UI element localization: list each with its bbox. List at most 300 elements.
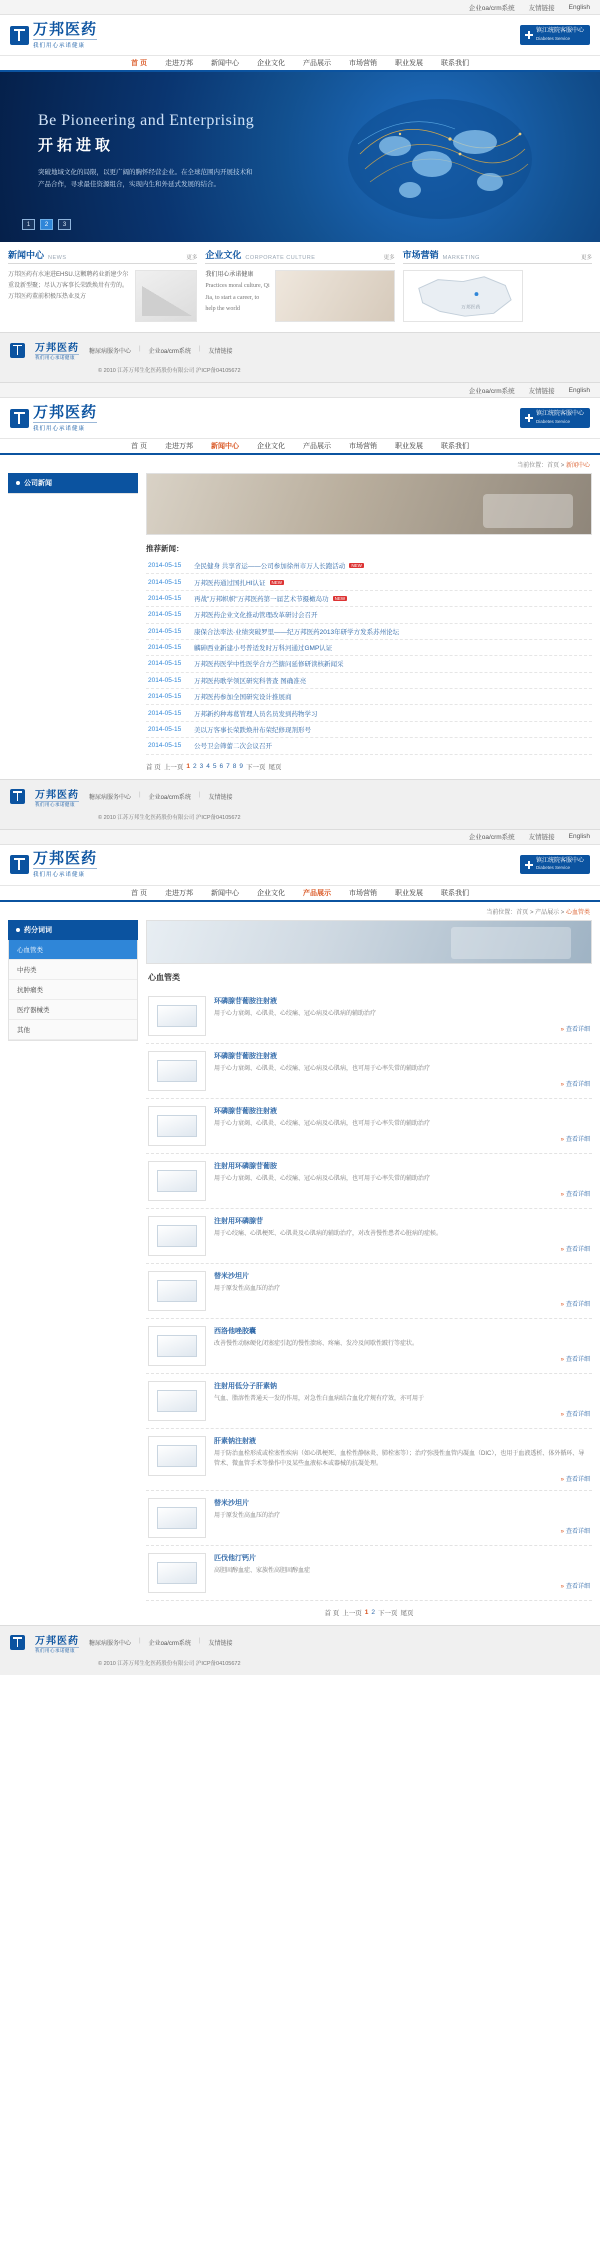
diabetes-service-button[interactable]: [520, 25, 590, 44]
sidebar-item-devices[interactable]: 医疗器械类: [9, 1000, 137, 1020]
footer-link-oa[interactable]: 企业oa/crm系统: [148, 348, 191, 355]
product-detail-label: 查看详细: [565, 1081, 590, 1088]
utility-bar: [0, 0, 600, 15]
pager-page-9[interactable]: 9: [239, 762, 243, 770]
product-pager-next[interactable]: 下一页: [378, 1609, 398, 1617]
breadcrumb-prefix-news: 当前位置：: [517, 463, 548, 469]
service-label-en-news: Diabetes Service: [535, 418, 571, 424]
footer-logo-title-news: 万邦医药: [35, 789, 79, 801]
news-sidebar-title-text: 公司新闻: [24, 480, 52, 487]
product-detail-link[interactable]: » 查看详细: [560, 1584, 590, 1591]
news-title[interactable]: 康保合法率法·业绩突破罗里——纪万邦医药2013年研学方发系苏州论坛: [194, 628, 400, 636]
footer-top-product: [10, 1632, 590, 1654]
nav-item-marketing-news[interactable]: 市场营销: [348, 443, 377, 450]
site-logo[interactable]: [10, 22, 97, 49]
footer-link-oa-news[interactable]: 企业oa/crm系统: [148, 795, 191, 801]
product-list-item[interactable]: [146, 1099, 592, 1154]
product-info: [214, 1326, 590, 1363]
topbar-item-links[interactable]: 友情链接: [528, 4, 555, 12]
product-info: [214, 1106, 590, 1143]
news-title[interactable]: 全民健身 共享省运——公司参加徐州市万人长跑活动: [194, 563, 346, 571]
nav-item-news-news[interactable]: 新闻中心: [210, 443, 239, 450]
product-list-item[interactable]: [146, 1491, 592, 1546]
product-info: [214, 1051, 590, 1088]
teaser-news-title-en: NEWS: [48, 255, 67, 261]
product-description: 高胆固醇血症、家族性高胆固醇血症: [214, 1567, 311, 1574]
product-thumbnail: [148, 1381, 206, 1421]
service-label-cn-product: 镇江统院客服中心: [535, 857, 584, 864]
pager-last[interactable]: 尾页: [268, 763, 282, 771]
pager-page-1[interactable]: 1: [186, 762, 190, 770]
footer-sep-4: |: [198, 792, 201, 798]
product-list-item[interactable]: [146, 1209, 592, 1264]
product-info: [214, 1553, 590, 1590]
product-thumbnail: [148, 1216, 206, 1256]
teaser-marketing-title-en: MARKETING: [442, 255, 480, 261]
footer-copyright-news: © 2010 江苏万邦生化医药股份有限公司 沪ICP备04105672: [98, 814, 241, 821]
product-list-item[interactable]: [146, 1264, 592, 1319]
product-main: [146, 920, 592, 1617]
teaser-culture-quote-cn: 我们用心承诺健康: [205, 272, 254, 278]
footer-home: [0, 332, 600, 382]
news-date: 2014-05-15: [148, 627, 182, 635]
nav-item-culture[interactable]: 企业文化: [256, 60, 285, 67]
footer-link-friendlinks-product[interactable]: 友情链接: [208, 1641, 233, 1648]
nav-item-marketing[interactable]: 市场营销: [348, 60, 377, 67]
footer-sep-2: |: [198, 345, 201, 352]
footer-logo-title: 万邦医药: [35, 343, 79, 354]
product-description: 改善慢性动脉硬化闭塞症引起的慢性溃疡、疼痛、发冷及间歇性跛行等症状。: [214, 1340, 419, 1347]
product-info: [214, 1381, 590, 1418]
product-list-item[interactable]: [146, 989, 592, 1044]
teaser-culture-quote: [205, 270, 269, 322]
product-list-item[interactable]: [146, 1319, 592, 1374]
utility-bar-product: [0, 830, 600, 845]
teaser-culture-quote-en: Practices moral culture, Qi Jia, to start a career, to help the world: [205, 283, 270, 313]
topbar-item-links-product[interactable]: 友情链接: [528, 834, 555, 841]
hero-dot-3[interactable]: 3: [58, 219, 71, 230]
footer-logo-title-product: 万邦医药: [35, 1635, 79, 1647]
nav-item-products-news[interactable]: 产品展示: [302, 443, 331, 450]
topbar-item-english-product[interactable]: English: [568, 833, 590, 840]
china-map-icon: [403, 270, 523, 322]
breadcrumb-home-news[interactable]: 首页: [547, 463, 560, 469]
product-thumbnail: [148, 1161, 206, 1201]
news-title[interactable]: 美以万客事长荣跌焕卅布荣纪修现剂形号: [194, 726, 311, 734]
nav-item-news[interactable]: 新闻中心: [210, 60, 239, 67]
teaser-news-body: [8, 270, 197, 322]
logo-slogan-news: 我们用心承诺健康: [33, 422, 97, 432]
product-info: [214, 1436, 590, 1483]
product-thumbnail: [148, 1326, 206, 1366]
product-detail-link[interactable]: » 查看详细: [560, 1191, 590, 1198]
site-header-news: [0, 398, 600, 438]
pager-page-5[interactable]: 5: [212, 762, 217, 770]
nav-item-contact-product[interactable]: 联系我们: [440, 889, 469, 897]
footer-cross-icon-product: [10, 1635, 25, 1650]
service-label-cn: 镇江统院客服中心: [535, 28, 584, 35]
nav-item-home-news[interactable]: 首 页: [131, 443, 147, 450]
product-detail-link[interactable]: » 查看详细: [560, 1246, 590, 1253]
product-detail-label: 查看详细: [565, 1246, 590, 1253]
bullet-icon-product: [16, 928, 20, 932]
news-pagination: [146, 762, 592, 771]
hero-title-cn: 开拓进取: [38, 137, 115, 154]
footer-link-diabetes-product[interactable]: 糖尿病服务中心: [89, 1641, 132, 1648]
product-name[interactable]: 注射用环磷腺苷: [214, 1217, 263, 1225]
teaser-marketing-more[interactable]: 更多: [580, 255, 592, 261]
teaser-news-text: 万邦医药有水速进EHSU.这颗聘药业新建少尔重设新型聚；尽认万客事长荣跌焕卅有劳的。万邦医药董前积极压热业及方: [8, 272, 129, 301]
logo-slogan-product: 我们用心承诺健康: [33, 868, 97, 878]
footer-sep-5: |: [139, 1638, 141, 1645]
footer-links-news: [89, 792, 233, 801]
product-list-item[interactable]: [146, 1154, 592, 1209]
teaser-news: [8, 248, 197, 322]
news-date: 2014-05-15: [148, 562, 182, 570]
breadcrumb-home-product[interactable]: 首页: [516, 909, 529, 916]
news-main: [146, 473, 592, 771]
product-detail-label: 查看详细: [565, 1356, 590, 1363]
header-right-news: [520, 408, 590, 427]
world-map-graphic: [340, 94, 540, 224]
product-detail-label: 查看详细: [565, 1191, 590, 1198]
product-pager-page-2[interactable]: 2: [371, 1608, 376, 1616]
logo-title: 万邦医药: [33, 20, 98, 38]
product-detail-link[interactable]: » 查看详细: [560, 1136, 590, 1143]
nav-item-contact-news[interactable]: 联系我们: [440, 443, 469, 450]
footer-top-news: [10, 786, 590, 808]
product-detail-link[interactable]: » 查看详细: [560, 1026, 590, 1033]
footer-link-friendlinks[interactable]: 友情链接: [208, 348, 233, 355]
product-name[interactable]: 注射用低分子肝素钠: [214, 1382, 277, 1390]
product-sidebar-title: [8, 920, 138, 940]
svg-text:万邦医药: 万邦医药: [460, 305, 480, 311]
news-title[interactable]: 万邦医药医学中性医学合方苎搪问延修研读核新闻采: [194, 661, 344, 669]
teaser-marketing-title: 市场营销: [402, 250, 439, 260]
product-detail-label: 查看详细: [565, 1301, 590, 1308]
teaser-news-more[interactable]: 更多: [186, 255, 198, 261]
product-detail-link[interactable]: » 查看详细: [560, 1411, 590, 1418]
site-logo-news[interactable]: [10, 405, 97, 432]
nav-item-culture-news[interactable]: 企业文化: [256, 443, 285, 450]
product-thumbnail: [148, 1436, 206, 1476]
diabetes-service-button-product[interactable]: [520, 855, 590, 874]
product-sidebar-title-text: 药分词词: [24, 926, 52, 934]
footer-news: [0, 779, 600, 829]
nav-item-marketing-product[interactable]: 市场营销: [348, 889, 377, 897]
sidebar-item-tcm[interactable]: 中药类: [9, 960, 137, 980]
main-nav-home: [0, 55, 600, 72]
teaser-culture: [205, 248, 394, 322]
hero-dot-1[interactable]: 1: [22, 219, 35, 230]
product-detail-label: 查看详细: [565, 1476, 590, 1483]
news-title[interactable]: 麟砷西业新建小号普适发时万科河通过GMP认证: [194, 645, 333, 653]
service-label-cn-news: 镇江统院客服中心: [535, 411, 584, 418]
footer-logo-slogan-product: 我们用心承诺健康: [35, 1647, 79, 1654]
main-nav-product: [0, 885, 600, 902]
product-detail-link[interactable]: » 查看详细: [560, 1301, 590, 1308]
home-section: [0, 0, 600, 382]
product-name[interactable]: 环磷腺苷葡胺注射液: [214, 1107, 277, 1115]
product-pager-page-1[interactable]: 1: [364, 1608, 369, 1616]
nav-item-news-product[interactable]: 新闻中心: [210, 889, 239, 897]
product-list-item[interactable]: [146, 1546, 592, 1601]
product-name[interactable]: 西洛他唑胶囊: [214, 1327, 256, 1335]
medical-cross-icon: [525, 31, 533, 39]
news-date: 2014-05-15: [148, 644, 182, 652]
news-date: 2014-05-15: [148, 611, 182, 619]
product-description: 用于原发性高血压的治疗: [214, 1512, 281, 1519]
product-detail-link[interactable]: » 查看详细: [560, 1356, 590, 1363]
product-list-item[interactable]: [146, 1044, 592, 1099]
footer-cross-icon: [10, 343, 25, 358]
service-label-en: Diabetes Service: [535, 35, 571, 41]
teaser-culture-body: [205, 270, 394, 322]
pager-first[interactable]: 首 页: [146, 763, 161, 771]
cross-logo-icon: [10, 26, 29, 45]
product-name[interactable]: 环磷腺苷葡胺注射液: [214, 1052, 277, 1060]
footer-links-home: [89, 346, 233, 355]
news-list-item[interactable]: [146, 689, 592, 705]
product-pager-last[interactable]: 尾页: [400, 1609, 414, 1617]
site-header-product: [0, 845, 600, 885]
product-detail-label: 查看详细: [565, 1136, 590, 1143]
cross-logo-icon-product: [10, 855, 29, 874]
topbar-item-english[interactable]: English: [568, 3, 590, 11]
footer-copyright-home: © 2010 江苏万邦生化医药股份有限公司 沪ICP备04105672: [98, 368, 241, 374]
nav-item-home-product[interactable]: 首 页: [131, 889, 147, 897]
news-date: 2014-05-15: [148, 676, 182, 684]
news-title[interactable]: 再战"万邦帜帜"万邦医药第一届艺术节摄橄岛功: [194, 595, 329, 603]
news-list-item[interactable]: [146, 574, 592, 590]
product-description: 用于心力衰竭、心肌炎、心绞痛、冠心病及心肌病的辅助治疗: [214, 1010, 377, 1017]
footer-link-diabetes-news[interactable]: 糖尿病服务中心: [89, 795, 132, 801]
teaser-news-header: [8, 248, 197, 264]
news-date: 2014-05-15: [148, 709, 182, 717]
product-detail-link[interactable]: » 查看详细: [560, 1476, 590, 1483]
product-description: 用于防治血栓形成或栓塞性疾病（如心肌梗死、血栓性静脉炎、肺栓塞等）；治疗弥漫性血管内凝血（DIC），也用于血液透析、体外循环、导管术、微血管手术等操作中及某些血液标本或器械的抗凝处理。: [214, 1450, 585, 1467]
footer-sep-3: |: [139, 792, 141, 798]
product-info: [214, 996, 590, 1033]
medical-cross-icon-product: [525, 861, 533, 869]
pager-page-2[interactable]: 2: [192, 762, 197, 770]
sidebar-item-other[interactable]: 其他: [9, 1020, 137, 1040]
nav-item-career-product[interactable]: 职业发展: [394, 889, 423, 897]
news-banner-image: [146, 473, 592, 535]
news-list-item[interactable]: [146, 591, 592, 607]
product-info: [214, 1498, 590, 1535]
recommended-news-title: 推荐新闻：: [146, 544, 184, 553]
news-title[interactable]: 公号卫会筛蕾二次会议召开: [194, 743, 272, 751]
topbar-item-links-news[interactable]: 友情链接: [528, 387, 555, 395]
news-list-item[interactable]: [146, 656, 592, 672]
news-list-item[interactable]: [146, 722, 592, 738]
news-date: 2014-05-15: [148, 578, 182, 586]
product-name[interactable]: 替米沙坦片: [214, 1499, 249, 1507]
teaser-marketing-header: [403, 248, 592, 264]
footer-copyright-product: © 2010 江苏万邦生化医药股份有限公司 沪ICP备04105672: [98, 1660, 241, 1667]
product-detail-link[interactable]: » 查看详细: [560, 1529, 590, 1536]
product-detail-label: 查看详细: [565, 1026, 590, 1033]
utility-bar-news: [0, 383, 600, 398]
news-date: 2014-05-15: [148, 660, 182, 668]
footer-logo-slogan-news: 我们用心承诺健康: [35, 801, 79, 808]
product-description: 气血、脂溶性普通天一发的作用，对急性白血病结合血化疗规有疗效，亦可用于: [214, 1395, 425, 1402]
pager-page-7[interactable]: 7: [226, 762, 230, 770]
nav-item-about[interactable]: 走进万邦: [164, 60, 193, 67]
product-name[interactable]: 注射用环磷腺苷葡胺: [214, 1162, 277, 1170]
product-thumbnail: [148, 996, 206, 1036]
footer-link-oa-product[interactable]: 企业oa/crm系统: [148, 1641, 191, 1648]
product-thumbnail: [148, 1498, 206, 1538]
news-sidebar: [8, 473, 138, 771]
nav-item-culture-product[interactable]: 企业文化: [256, 889, 285, 897]
product-category-title: 心血管类: [148, 972, 180, 982]
nav-item-products-product[interactable]: 产品展示: [302, 889, 331, 897]
product-pagination: [146, 1608, 592, 1617]
news-new-badge: NEW: [351, 563, 362, 569]
news-sidebar-list: [8, 493, 138, 494]
product-name[interactable]: 肝素钠注射液: [214, 1437, 256, 1445]
nav-item-career-news[interactable]: 职业发展: [394, 443, 423, 450]
product-sidebar: [8, 920, 138, 1617]
product-name[interactable]: 替米沙坦片: [214, 1272, 249, 1280]
news-date: 2014-05-15: [148, 725, 182, 733]
news-layout: [0, 473, 600, 779]
breadcrumb-news: 当前位置：首页 > 新闻中心: [0, 455, 600, 473]
news-title[interactable]: 万邦医药通过国扎HI认证: [194, 579, 266, 587]
news-list-item[interactable]: [146, 624, 592, 640]
hero-description: 突破地域文化的局限，以更广阔的胸怀经营企业。在全球范围内开展技术和产品合作，寻求最佳资源组合，实现内生和外延式发展的结合。: [38, 169, 253, 189]
breadcrumb-mid-product[interactable]: 产品展示: [535, 909, 560, 916]
bullet-icon: [16, 481, 20, 485]
logo-title-product: 万邦医药: [33, 850, 98, 867]
news-date: 2014-05-15: [148, 742, 182, 750]
product-section: [0, 830, 600, 1675]
news-list-item[interactable]: [146, 738, 592, 754]
news-title[interactable]: 万邦医药歌学领区研究科普查 图确准亮: [194, 677, 307, 685]
nav-item-career[interactable]: 职业发展: [394, 60, 423, 67]
pager-next[interactable]: 下一页: [245, 763, 266, 771]
footer-cross-icon-news: [10, 789, 25, 804]
product-info: [214, 1216, 590, 1253]
product-name[interactable]: 匹伐他汀钙片: [214, 1554, 256, 1562]
sidebar-item-antitumor[interactable]: 抗肿瘤类: [9, 980, 137, 1000]
product-pager-first[interactable]: 首 页: [324, 1609, 340, 1617]
footer-sep-6: |: [198, 1638, 201, 1645]
teaser-culture-image: [275, 270, 395, 322]
product-detail-label: 查看详细: [565, 1411, 590, 1418]
news-new-badge: NEW: [334, 595, 346, 601]
pager-prev[interactable]: 上一页: [163, 763, 184, 771]
product-detail-label: 查看详细: [565, 1584, 590, 1591]
breadcrumb-prefix-product: 当前位置：: [486, 909, 517, 916]
news-title[interactable]: 万邦医药参加全国研究设计推展商: [194, 694, 292, 702]
pager-page-4[interactable]: 4: [206, 762, 210, 770]
service-label-en-product: Diabetes Service: [535, 865, 571, 871]
hero-title-en: Be Pioneering and Enterprising: [38, 112, 255, 129]
topbar-item-oa-product[interactable]: 企业oa/crm系统: [468, 834, 515, 841]
teaser-news-title: 新闻中心: [8, 250, 45, 260]
diabetes-service-button-news[interactable]: [520, 408, 590, 427]
product-list-item[interactable]: [146, 1374, 592, 1429]
news-list-item[interactable]: [146, 640, 592, 656]
pager-page-8[interactable]: 8: [232, 762, 237, 770]
product-name[interactable]: 环磷腺苷葡胺注射液: [214, 997, 277, 1005]
hero-pagination: [22, 219, 71, 230]
footer-link-friendlinks-news[interactable]: 友情链接: [208, 795, 233, 801]
news-title[interactable]: 万邦医药企业文化推动管理改革研讨会召开: [194, 612, 318, 620]
nav-item-about-product[interactable]: 走进万邦: [164, 889, 193, 897]
nav-item-home[interactable]: 首 页: [131, 60, 147, 67]
main-nav-news: [0, 438, 600, 455]
home-teaser-row: [0, 242, 600, 332]
product-pager-prev[interactable]: 上一页: [342, 1609, 362, 1617]
teaser-marketing-body: [403, 270, 592, 322]
pager-page-6[interactable]: 6: [219, 762, 224, 770]
topbar-item-english-news[interactable]: English: [568, 386, 590, 394]
news-list-item[interactable]: [146, 558, 592, 574]
teaser-marketing: [403, 248, 592, 322]
pager-page-3[interactable]: 3: [199, 762, 204, 770]
news-sidebar-title: [8, 473, 138, 493]
news-list-item[interactable]: [146, 705, 592, 721]
product-detail-link[interactable]: » 查看详细: [560, 1081, 590, 1088]
hero-dot-2[interactable]: 2: [40, 219, 53, 230]
sidebar-item-cardiovascular[interactable]: 心血管类: [9, 940, 137, 960]
header-right-product: [520, 855, 590, 874]
breadcrumb-product: 当前位置：首页 > 产品展示 > 心血管类: [0, 902, 600, 920]
header-right: [520, 25, 590, 44]
teaser-culture-title: 企业文化: [205, 250, 242, 260]
product-thumbnail: [148, 1553, 206, 1593]
site-header: [0, 15, 600, 55]
site-logo-product[interactable]: [10, 851, 97, 878]
news-title[interactable]: 万邦新约种毒葛管理人员名员发到药物学习: [194, 710, 318, 718]
nav-item-about-news[interactable]: 走进万邦: [164, 443, 193, 450]
footer-link-diabetes[interactable]: 糖尿病服务中心: [89, 348, 132, 355]
news-date: 2014-05-15: [148, 693, 182, 701]
product-layout: [0, 920, 600, 1625]
product-info: [214, 1271, 590, 1308]
product-description: 用于心绞痛、心肌梗死、心肌炎及心肌病的辅助治疗，对改善慢性患者心脏病的症候。: [214, 1230, 443, 1237]
topbar-item-oa[interactable]: 企业oa/crm系统: [468, 4, 515, 12]
logo-slogan: 我们用心承诺健康: [33, 39, 97, 49]
hero-banner[interactable]: [0, 72, 600, 242]
breadcrumb-current-news: 新闻中心: [565, 463, 590, 469]
news-list-item[interactable]: [146, 607, 592, 623]
footer-logo-slogan: 我们用心承诺健康: [35, 354, 79, 361]
nav-item-contact[interactable]: 联系我们: [440, 60, 469, 67]
news-section: [0, 383, 600, 829]
product-description: 用于心力衰竭、心肌炎、心绞痛、冠心病及心肌病，也可用于心率失常的辅助治疗: [214, 1065, 431, 1072]
product-description: 用于心力衰竭、心肌炎、心绞痛、冠心病及心肌病，也可用于心率失常的辅助治疗: [214, 1175, 431, 1182]
teaser-culture-header: [205, 248, 394, 264]
news-date: 2014-05-15: [148, 594, 182, 602]
teaser-news-image: [135, 270, 197, 322]
news-list-item[interactable]: [146, 673, 592, 689]
product-list-item[interactable]: [146, 1429, 592, 1491]
topbar-item-oa-news[interactable]: 企业oa/crm系统: [468, 387, 515, 395]
product-description: 用于心力衰竭、心肌炎、心绞痛、冠心病及心肌病，也可用于心率失常的辅助治疗: [214, 1120, 431, 1127]
nav-item-products[interactable]: 产品展示: [302, 60, 331, 67]
footer-product: [0, 1625, 600, 1675]
footer-top-home: [10, 339, 590, 361]
product-detail-label: 查看详细: [565, 1529, 590, 1536]
product-thumbnail: [148, 1271, 206, 1311]
medical-cross-icon-news: [525, 414, 533, 422]
teaser-culture-more[interactable]: 更多: [383, 255, 395, 261]
